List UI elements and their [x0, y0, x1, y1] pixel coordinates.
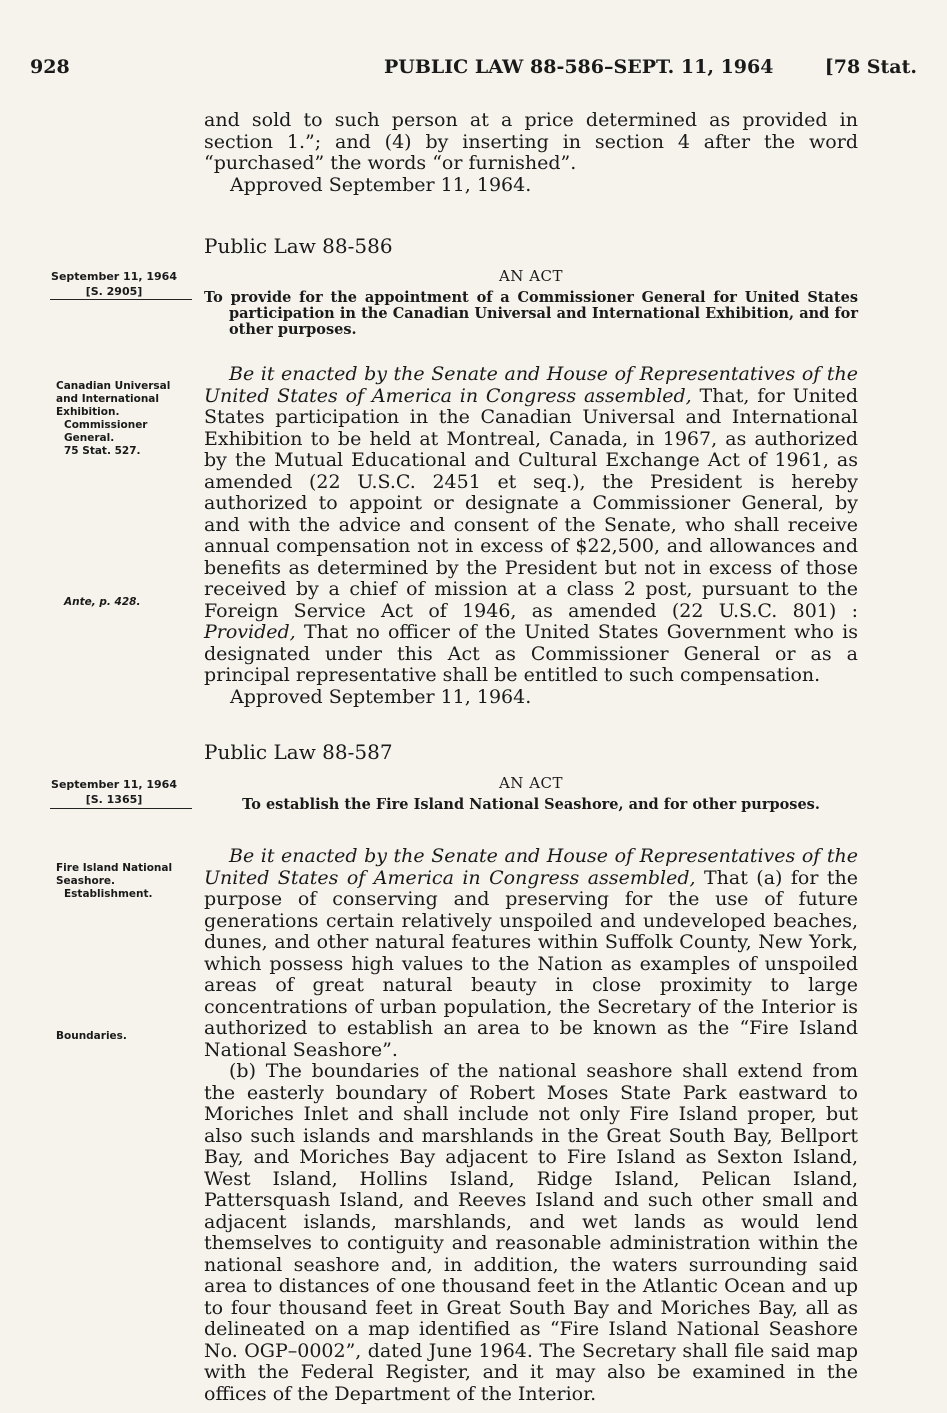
continuation-text: and sold to such person at a price determined as provided in section 1.”; and (4) by inserting in section 4 after the word “purchased” the words “or furnished”. [204, 109, 858, 174]
act-purpose: To establish the Fire Island National Seashore, and for other purposes. [242, 796, 820, 813]
margin-rule [50, 299, 192, 300]
margin-note: Boundaries. [56, 1030, 127, 1042]
an-act-label: AN ACT [498, 267, 564, 285]
bill-number: [S. 2905] [85, 285, 143, 298]
act-purpose: To provide for the appointment of a Commissioner General for United States participation in the Canadian Universal and International Exhibition, and for other purposes. [204, 289, 858, 338]
margin-note: Establishment. [64, 888, 153, 900]
citation-note: 75 Stat. 527. [64, 445, 141, 457]
enacting-clause: Be it enacted by the Senate and House of Representatives of the United States of America in Congress assembled, [204, 363, 858, 407]
approved-line: Approved September 11, 1964. [230, 685, 532, 708]
margin-note-group [56, 862, 184, 901]
page-number: 928 [30, 56, 70, 78]
margin-rule [50, 808, 192, 809]
act-body [204, 846, 858, 1405]
citation-note: Ante, p. 428. [64, 596, 141, 608]
approved-line: Approved September 11, 1964. [230, 173, 532, 196]
margin-note: Commissioner General. [64, 419, 148, 444]
continuation-block [204, 110, 858, 196]
law-heading: Public Law 88-586 [204, 234, 393, 258]
act-body [204, 364, 858, 708]
act-purpose-block [204, 797, 858, 813]
an-act-label: AN ACT [498, 774, 564, 792]
bill-number: [S. 1365] [85, 793, 143, 806]
margin-note-group [56, 380, 184, 458]
law-heading: Public Law 88-587 [204, 740, 393, 764]
proviso: Provided, [204, 621, 296, 643]
act-purpose-block [204, 290, 858, 338]
margin-note: Canadian Universal and International Exhibition. [56, 380, 171, 418]
act-paragraph-b: (b) The boundaries of the national seashore shall extend from the easterly boundary of Robert Moses State Park eastward to Moriches Inlet and shall include not only Fire Island proper, but also such islands and marshlands in the Great South Bay, Bellport Bay, and Moriches Bay adjacent to Fire Island as Sexton Island, West Island, Hollins Island, Ridge Island, Pelican Island, Pattersquash Island, and Reeves Island and such other small and adjacent islands, marshlands, and wet lands as would lend themselves to contiguity and reasonable administration within the national seashore and, in addition, the waters surrounding said area to distances of one thousand feet in the Atlantic Ocean and up to four thousand feet in Great South Bay and Moriches Bay, all as delineated on a map identified as “Fire Island National Seashore No. OGP–0002”, dated June 1964. The Secretary shall file said map with the Federal Register, and it may also be examined in the offices of the Department of the Interior. [204, 1060, 858, 1405]
page-header [30, 56, 917, 86]
enacting-clause: Be it enacted by the Senate and House of Representatives of the United States of America in Congress assembled, [204, 845, 858, 889]
enacting-paragraph [204, 846, 858, 1061]
margin-note: Fire Island National Seashore. [56, 862, 173, 887]
act-text: That (a) for the purpose of conserving and preserving for the use of future generations certain relatively unspoiled and undeveloped beaches, dunes, and other natural features within Suffolk County, New York, which possess high values to the Nation as examples of unspoiled areas of great natural beauty in close proximity to large concentrations of urban population, the Secretary of the Interior is authorized to establish an area to be known as the “Fire Island National Seashore”. [204, 866, 858, 1061]
act-text: That no officer of the United States Government who is designated under this Act as Commissioner General or as a principal representative shall be entitled to such compensation. [204, 621, 858, 686]
running-title: PUBLIC LAW 88-586–SEPT. 11, 1964 [384, 56, 774, 78]
statute-reference: [78 Stat. [824, 56, 917, 78]
enacting-paragraph [204, 364, 858, 687]
act-text: That, for United States participation in the Canadian Universal and International Exhibition to be held at Montreal, Canada, in 1967, as authorized by the Mutual Educational and Cultural Exchange Act of 1961, as amended (22 U.S.C. 2451 et seq.), the President is hereby authorized to appoint or designate a Commissioner General, by and with the advice and consent of the Senate, who shall receive annual compensation not in excess of $22,500, and allowances and benefits as determined by the President but not in excess of those received by a chief of mission at a class 2 post, pursuant to the Foreign Service Act of 1946, as amended (22 U.S.C. 801) : [204, 384, 859, 622]
law-date: September 11, 1964 [51, 270, 177, 283]
law-date: September 11, 1964 [51, 778, 177, 791]
